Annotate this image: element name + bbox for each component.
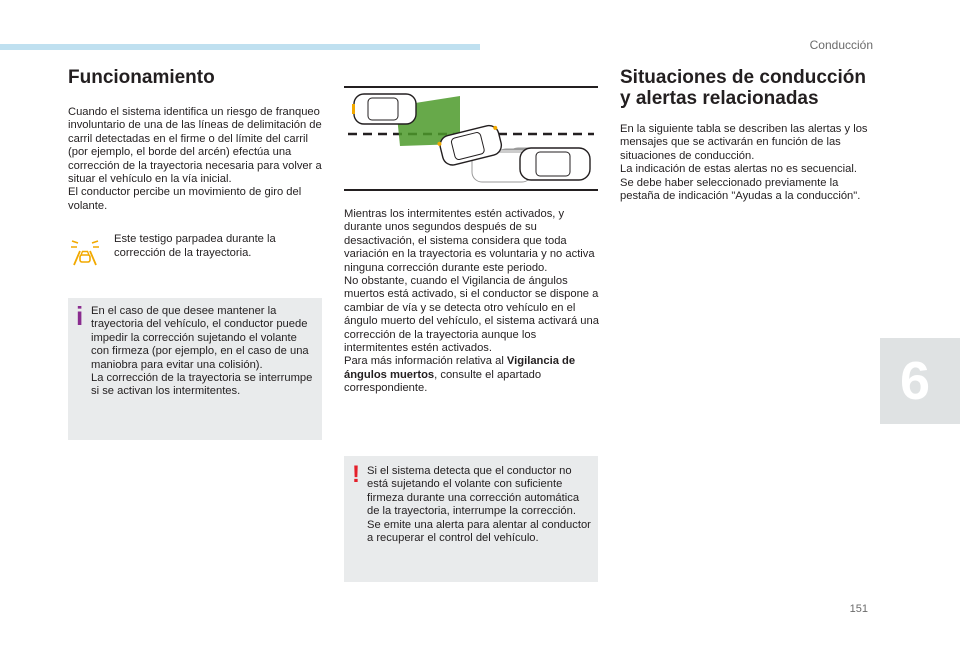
paragraph: En la siguiente tabla se describen las alertas y los mensajes que se activarán en función de las situaciones de conducción. (620, 123, 868, 162)
middle-column (344, 208, 600, 396)
exclamation-icon: ! (352, 461, 360, 488)
heading-funcionamiento: Funcionamiento (68, 67, 215, 88)
main-car (520, 148, 590, 180)
paragraph: Cuando el sistema identifica un riesgo de franqueo involuntario de una de las líneas de delimitación de carril detectadas en el firme o del límite del carril (por ejemplo, el borde del arcén) efectúa una corrección de la trayectoria necesaria para volver a situar el vehículo en la vía inicial. (68, 106, 322, 186)
info-box (68, 298, 322, 440)
top-accent-bar (0, 44, 480, 50)
paragraph: No obstante, cuando el Vigilancia de ángulos muertos está activado, si el conductor se dispone a cambiar de vía y se detecta otro vehículo en el ángulo muerto del vehículo, el sistema activará una corrección de la trayectoria aunque los intermitentes estén activados. (344, 275, 599, 355)
ref-text: Para más información relativa al (344, 355, 507, 368)
info-paragraph: En el caso de que desee mantener la trayectoria del vehículo, el conductor puede impedir la corrección sujetando el volante con firmeza (por ejemplo, en el caso de una maniobra para evitar una colisión). (91, 305, 309, 371)
ref-text: , consulte el apartado correspondiente. (344, 368, 542, 395)
info-paragraph: La corrección de la trayectoria se interrumpe si se activan los intermitentes. (91, 372, 313, 398)
lane-diagram (344, 86, 598, 191)
alert-paragraph: Si el sistema detecta que el conductor no está sujetando el volante con suficiente firmeza durante una corrección automática de la trayectoria, interrumpe la corrección. Se emite una alerta para alentar al conductor a recuperar el control del vehículo. (367, 465, 591, 545)
chapter-tab (880, 338, 960, 424)
left-column (68, 67, 323, 272)
section-title: Conducción (809, 38, 873, 52)
paragraph: Se debe haber seleccionado previamente la pestaña de indicación "Ayudas a la conducción". (620, 176, 861, 203)
alert-box (344, 456, 598, 582)
figure-bottom-rule (344, 189, 598, 191)
warning-lamp-note (68, 233, 323, 272)
paragraph: Mientras los intermitentes estén activados, y durante unos segundos después de su desactivación, el sistema considera que toda variación en la trayectoria es voluntaria y no activa ninguna corrección durante este periodo. (344, 208, 595, 274)
paragraph-reference (344, 355, 600, 395)
lane-correction-illustration (344, 86, 598, 191)
heading-situaciones: Situaciones de conducción y alertas relacionadas (620, 67, 866, 109)
info-icon: i (76, 301, 84, 331)
page-number: 151 (849, 603, 868, 615)
adjacent-car (352, 94, 416, 124)
chapter-number: 6 (900, 351, 931, 411)
ref-bold: Vigilancia de ángulos muertos (344, 355, 576, 381)
paragraph: La indicación de estas alertas no es secuencial. (620, 163, 857, 176)
paragraph: El conductor percibe un movimiento de giro del volante. (68, 186, 302, 212)
warning-lamp-text: Este testigo parpadea durante la corrección de la trayectoria. (114, 233, 276, 259)
right-column (620, 67, 880, 203)
lane-keep-warning-icon (68, 233, 114, 272)
